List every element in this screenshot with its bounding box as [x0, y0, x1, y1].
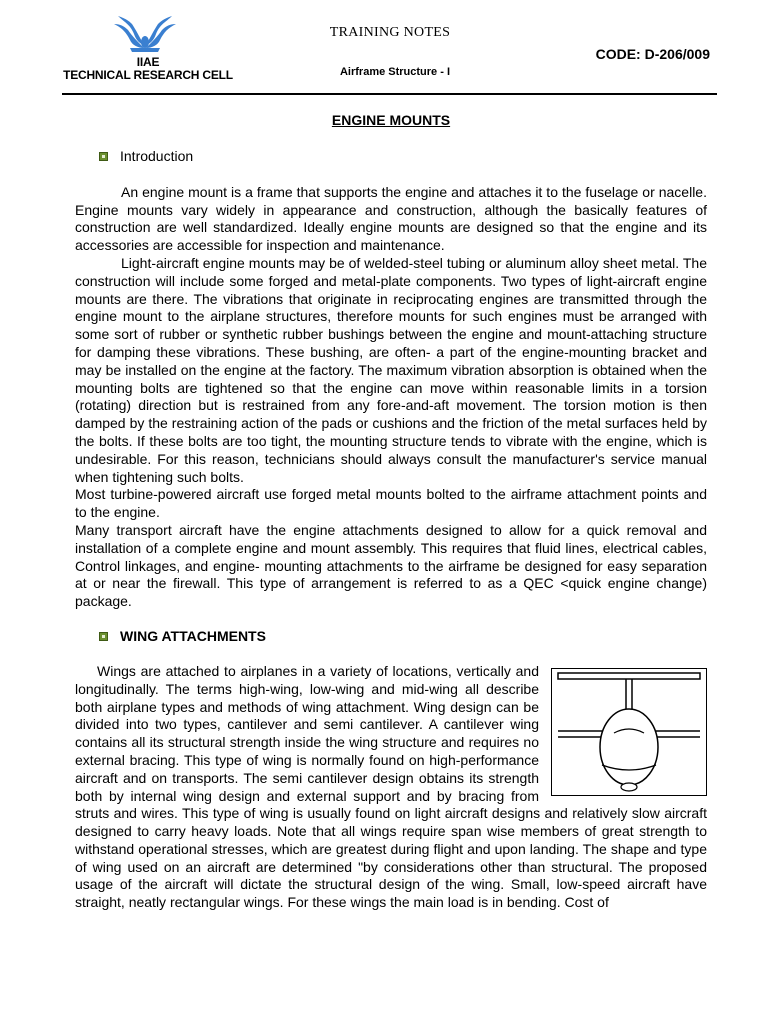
organization-name [62, 56, 234, 82]
org-line-2: TECHNICAL RESEARCH CELL [63, 68, 233, 82]
square-bullet-icon [99, 632, 108, 641]
paragraph: Light-aircraft engine mounts may be of welded-steel tubing or aluminum alloy sheet metal. The construction will include some forged and metal-plate components. Two types of light-aircraft engine mounts are there. The vibrations that originate in reciprocating engines are transmitted through the engine mount to the airplane structures, therefore mounts for such engines must be arranged with some sort of rubber or synthetic rubber bushings between the engine and mount-attaching structure for damping these vibrations. These bushing, are often- a part of the engine-mounting bracket and may be installed on the engine at the factory. The maximum vibration absorption is obtained when the mounting bolts are tightened so that the engine can move within reasonable limits in a torsion (rotating) direction but is restrained from any fore-and-aft movement. The torsion motion is then damped by the restraining action of the pads or cushions and the friction of the metal surfaces held by the bolts. If these bolts are too tight, the mounting structure tends to vibrate with the engine, which is undesirable. For this reason, technicians should always consult the manufacturer's service manual when tightening such bolts. [75, 254, 707, 485]
org-line-1: IIAE [136, 55, 160, 69]
document-subtitle: Airframe Structure - I [339, 66, 451, 78]
section-heading-wing-attachments [75, 628, 707, 646]
paragraph-text: Wings are attached to airplanes in a variety of locations, vertically and longitudinally. The terms high-wing, low-wing and mid-wing all describe both airplane types and methods of wing attachment. Wing design can be divided into two types, cantilever and semi cantilever. A cantilever wing contains all its structural strength inside the wing structure and requires no external bracing. This type of wing is normally found on high-performance aircraft and on transports. The semi cantilever design obtains its strength both by internal wing design and external support and by bracing from struts and wires. This type of wing is usually found on light aircraft designs and relatively slow aircraft designed to carry heavy loads. Note that all wings require span wise members of great strength to withstand operational stresses, which are greatest during flight and upon landing. The shape and type of wing used on an aircraft are determined "by considerations other than structural. The proposed usage of the aircraft will dictate the structural design of the wing. Small, low-speed aircraft have straight, neatly rectangular wings. For these wings the main load is in bending. Cost of [75, 662, 707, 911]
paragraph [75, 663, 707, 912]
high-wing-aircraft-front-view-icon [552, 669, 706, 795]
paragraph: Most turbine-powered aircraft use forged metal mounts bolted to the airframe attachment points and to the engine. [75, 486, 707, 521]
paragraph: Many transport aircraft have the engine attachments designed to allow for a quick removal and installation of a complete engine and mount assembly. This requires that fluid lines, electrical cables, Control linkages, and engine- mounting attachments to the airframe be designed for easy separation at or near the firewall. This type of arrangement is referred to as a QEC <quick engine change) package. [75, 521, 707, 610]
section-heading-introduction [75, 148, 707, 166]
page-header [0, 0, 768, 100]
aircraft-wing-figure [551, 668, 707, 796]
document-body [75, 112, 707, 912]
section-heading-label: WING ATTACHMENTS [120, 627, 266, 644]
bird-wings-logo-icon [110, 12, 180, 54]
square-bullet-icon [99, 152, 108, 161]
document-title: TRAINING NOTES [329, 25, 451, 40]
section-heading-label: Introduction [120, 147, 194, 164]
page-heading: ENGINE MOUNTS [331, 112, 451, 128]
paragraph: An engine mount is a frame that supports the engine and attaches it to the fuselage or nacelle. Engine mounts vary widely in appearance and construction, although the basically features of construction are well standardized. Ideally engine mounts are designed so that the engine and its accessories are accessible for inspection and maintenance. [75, 183, 707, 254]
header-divider [62, 93, 717, 95]
document-code: CODE: D-206/009 [595, 46, 710, 62]
